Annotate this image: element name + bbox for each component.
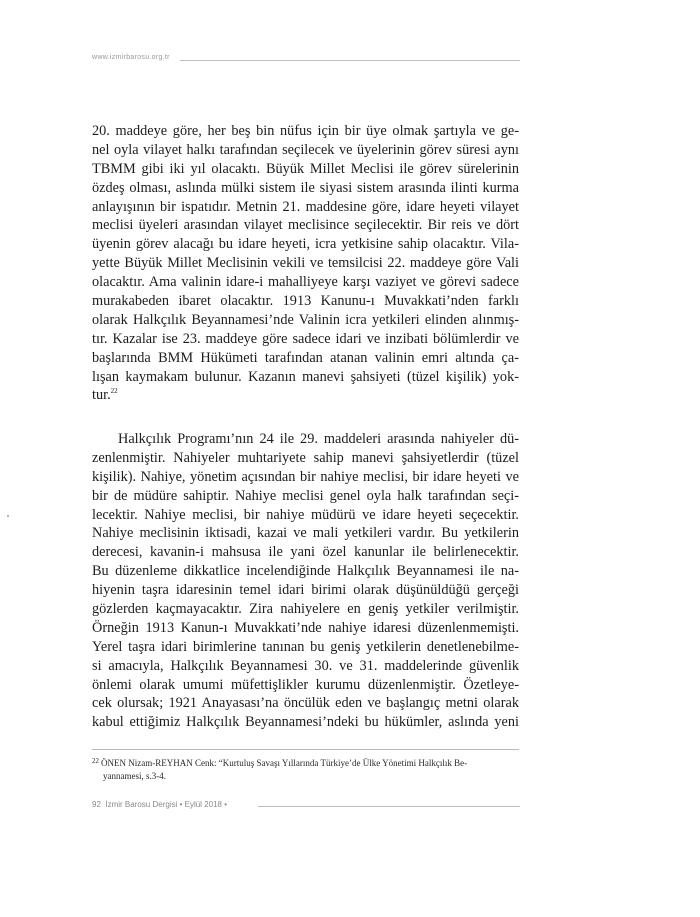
page-footer bbox=[92, 800, 227, 809]
footnote-text: ÖNEN Nizam-REYHAN Cenk: “Kurtuluş Savaşı Yıllarında Türkiye’de Ülke Yönetimi Halkçılık Be- bbox=[101, 758, 468, 768]
footnote bbox=[92, 755, 519, 783]
text-line: olarak Halkçılık Beyannamesi’nde Valinin icra yetkileri elinden alınmış- bbox=[92, 311, 519, 328]
text-line: hiyenin taşra idaresinin temel idari birimi olarak düşünüldüğü gerçeği bbox=[92, 582, 519, 599]
text-line: kabul ettiğimiz Halkçılık Beyannamesi’ndeki bu hükümler, aslında yeni bbox=[92, 714, 519, 731]
text-line: Yerel taşra idari birimlerine tanınan bu geniş yetkilerin denetlenebilme- bbox=[92, 638, 519, 655]
text-line: murakabeden ibaret olacaktır. 1913 Kanunu-ı Muvakkati’nden farklı bbox=[92, 293, 519, 310]
text-line: lışan kaymakam bulunur. Kazanın manevi şahsiyeti (tüzel kişilik) yok- bbox=[92, 368, 519, 385]
text-line: 20. maddeye göre, her beş bin nüfus için bir üye olmak şartıyla ve ge- bbox=[92, 123, 519, 139]
text-line: zenlenmiştir. Nahiyeler muhtariyete sahip manevi şahsiyetlerdir (tüzel bbox=[92, 449, 519, 466]
footnote-reference[interactable]: 22 bbox=[110, 387, 118, 396]
text-line: si amacıyla, Halkçılık Beyannamesi 30. ve 31. maddelerinde güvenlik bbox=[92, 657, 519, 674]
text-line: kişilik). Nahiye, yönetim açısından bir nahiye meclisi, bir idare heyeti ve bbox=[92, 468, 519, 485]
footnote-line: yannamesi, s.3-4. bbox=[103, 771, 166, 781]
text-line: TBMM gibi iki yıl olacaktı. Büyük Millet Meclisi ile görev sürelerinin bbox=[92, 160, 519, 177]
text-line: yette Büyük Millet Meclisinin vekili ve temsilcisi 22. maddeye göre Vali bbox=[92, 255, 519, 272]
footnote-divider bbox=[92, 749, 519, 750]
text-line: önlemi olarak umumi müfettişlikler kurumu düzenlenmiştir. Özetleye- bbox=[92, 676, 519, 693]
footnote-number: 22 bbox=[92, 757, 99, 765]
paragraph-1 bbox=[92, 122, 519, 405]
text-line: Örneğin 1913 Kanun-ı Muvakkati’nde nahiye idaresi düzenlenmemişti. bbox=[92, 619, 519, 636]
scan-speck bbox=[7, 515, 9, 517]
text-line: başlarında BMM Hükümeti tarafından atanan valinin emri altında ça- bbox=[92, 349, 519, 366]
footnote-line bbox=[92, 755, 519, 770]
text-line: cek olursak; 1921 Anayasası’na öncülük eden ve başlangıç metni olarak bbox=[92, 695, 519, 712]
page-number: 92 bbox=[92, 800, 101, 809]
text-line: Bu düzenleme dikkatlice incelendiğinde Halkçılık Beyannamesi ile na- bbox=[92, 563, 519, 580]
text-line: meclisi üyeleri arasından vilayet meclisince seçilecektir. Bir reis ve dört bbox=[92, 217, 519, 234]
journal-label: İzmir Barosu Dergisi • Eylül 2018 • bbox=[105, 800, 228, 809]
footer-divider bbox=[258, 806, 520, 807]
paragraph-2 bbox=[92, 430, 519, 732]
text-line: olacaktır. Ama valinin idare-i mahalliyeye karşı vaziyet ve görevi sadece bbox=[92, 274, 519, 291]
text-line: tır. Kazalar ise 23. maddeye göre sadece idari ve inzibati bölümlerdir ve bbox=[92, 330, 519, 347]
text-line-end: tur. bbox=[92, 387, 111, 404]
text-line: lecektir. Nahiye meclisi, bir nahiye müdürü ve idare heyeti seçecektir. bbox=[92, 506, 519, 523]
text-line: özdeş olması, aslında mülki sistem ile siyasi sistem arasında ilinti kurma bbox=[92, 179, 519, 196]
header-url: www.izmirbarosu.org.tr bbox=[92, 54, 170, 61]
text-line: Halkçılık Programı’nın 24 ile 29. maddeleri arasında nahiyeler dü- bbox=[118, 431, 519, 447]
header-divider bbox=[180, 60, 520, 61]
text-line: Nahiye meclisinin iktisadi, kazai ve mali yetkileri vardır. Bu yetkilerin bbox=[92, 525, 519, 542]
text-line: gözlerden kaçmayacaktır. Zira nahiyelere en geniş yetkiler verilmiştir. bbox=[92, 601, 519, 618]
text-line: anlayışının bir ispatıdır. Metnin 21. maddesine göre, idare heyeti vilayet bbox=[92, 198, 519, 215]
text-line: nel oyla vilayet halkı tarafından seçilecek ve üyelerinin görev süresi aynı bbox=[92, 141, 519, 158]
text-line: bir de müdüre sahiptir. Nahiye meclisi genel oyla halk tarafından seçi- bbox=[92, 487, 519, 504]
text-line-last bbox=[92, 386, 519, 405]
text-line: derecesi, kavanin-i mahsusa ile yani özel kanunlar ile belirlenecektir. bbox=[92, 544, 519, 561]
text-line: üyenin görev alacağı bu idare heyeti, icra yetkisine sahip olacaktır. Vila- bbox=[92, 236, 519, 253]
